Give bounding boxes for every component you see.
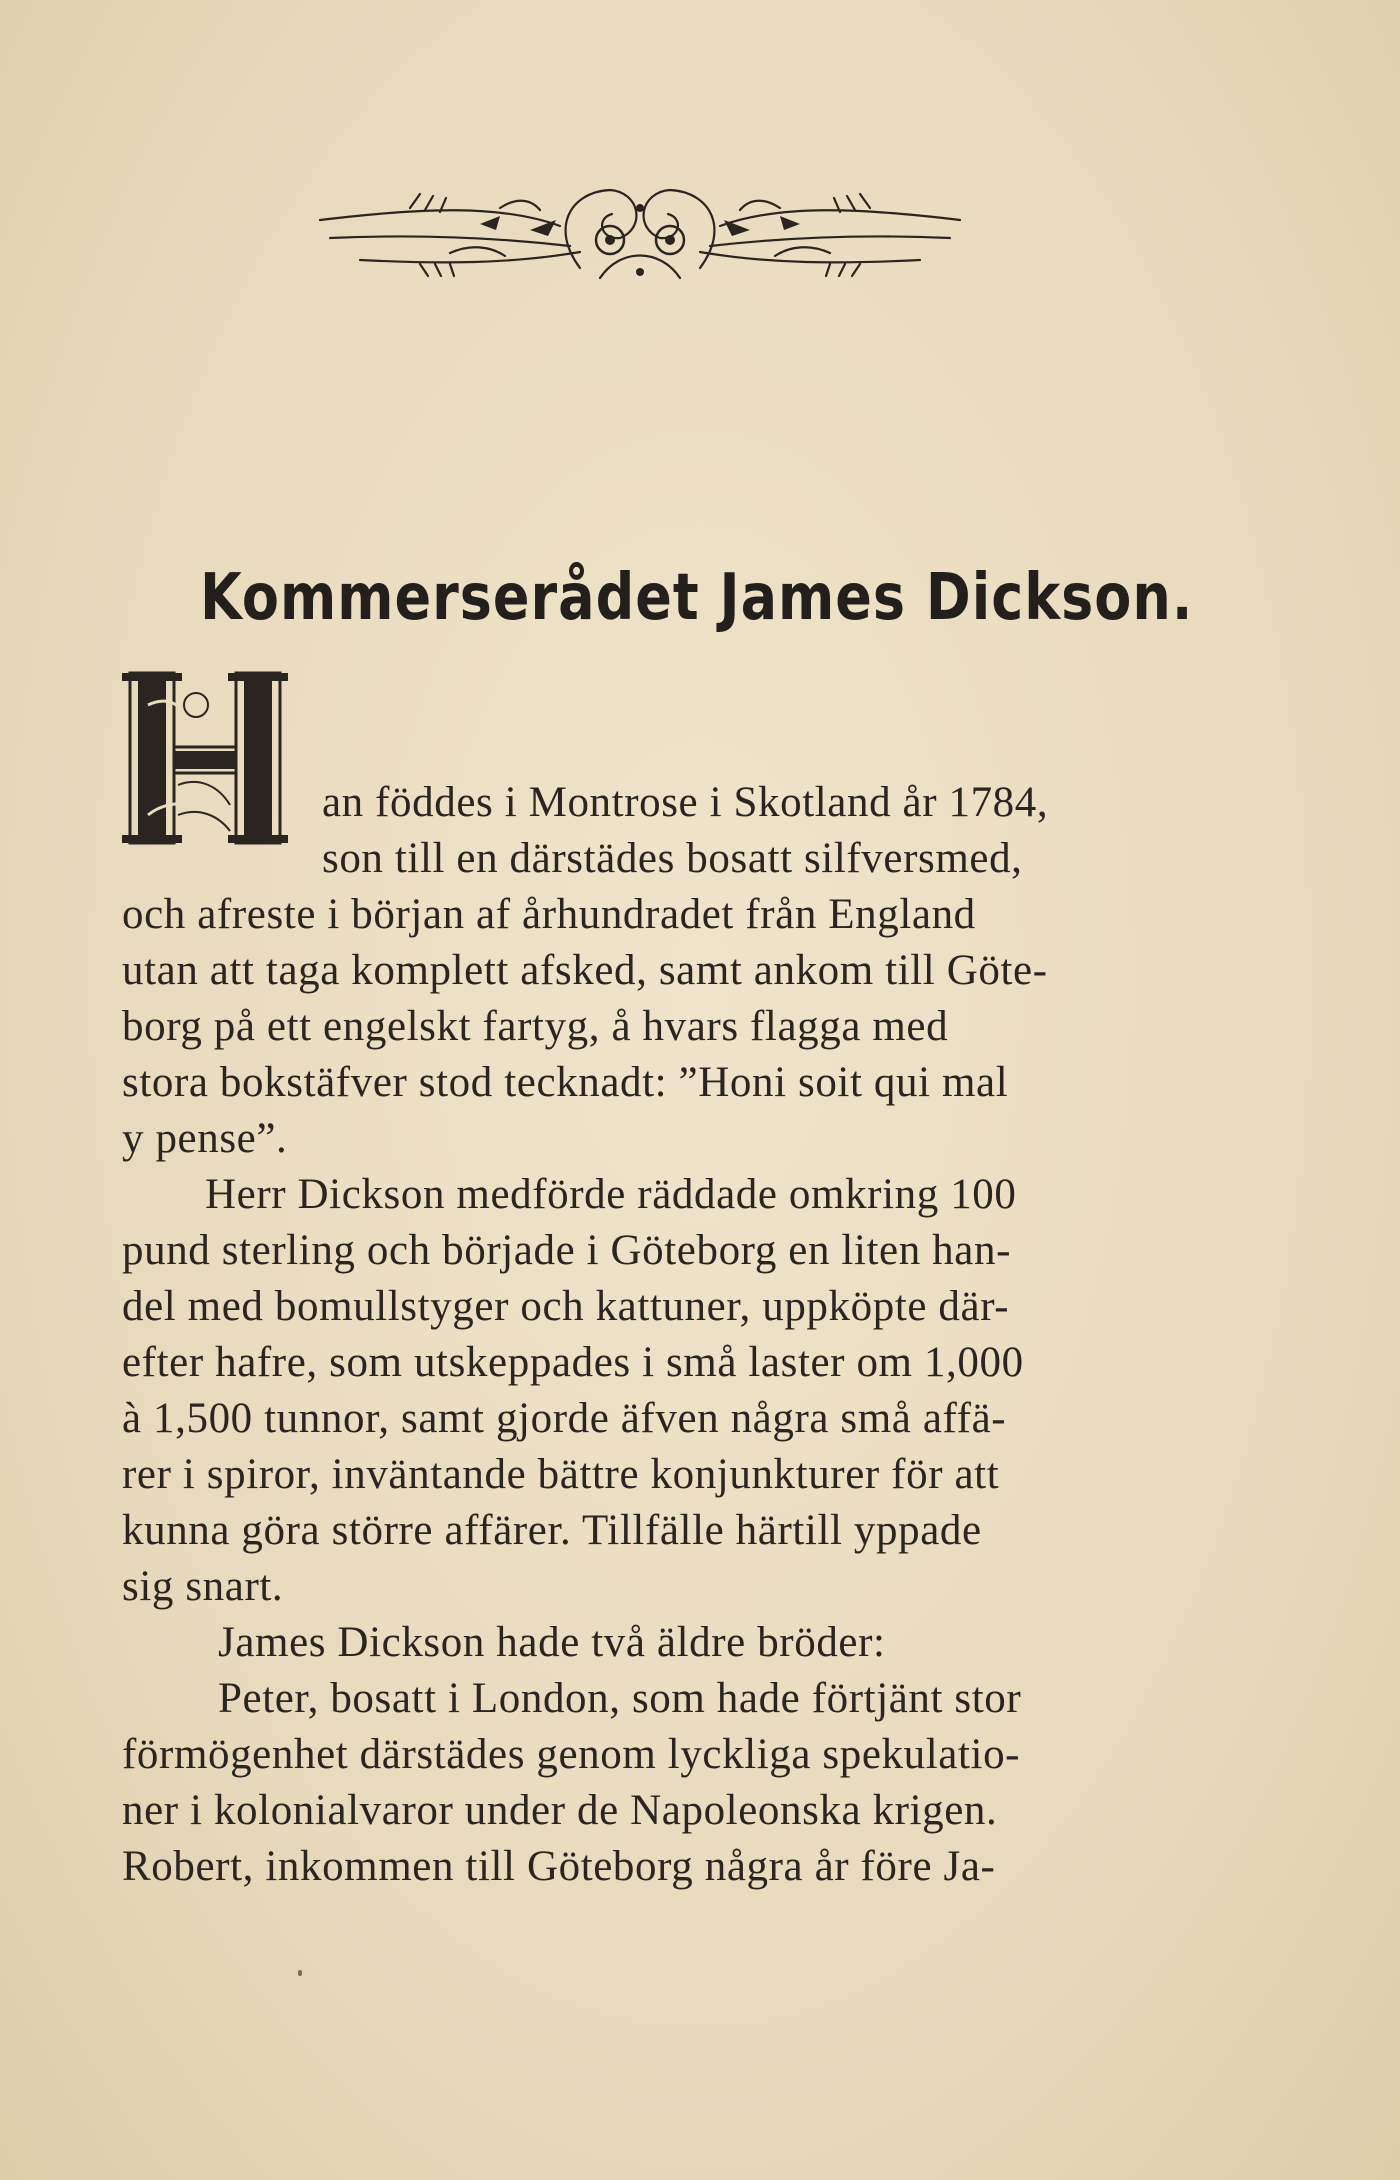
text-line: stora bokstäfver stod tecknadt: ”Honi soit qui mal [122, 1059, 1009, 1106]
text-line: Robert, inkommen till Göteborg några år före Ja- [122, 1843, 996, 1890]
floral-ornament-icon [300, 168, 980, 298]
text-line: pund sterling och började i Göteborg en liten han- [122, 1227, 1011, 1274]
text-line: del med bomullstyger och kattuner, uppköpte där- [122, 1283, 1010, 1330]
chapter-title: Kommerserådet James Dickson. [200, 560, 1194, 635]
text-line: rer i spiror, inväntande bättre konjunkturer för att [122, 1451, 1000, 1498]
text-line: kunna göra större affärer. Tillfälle härtill yppade [122, 1507, 982, 1554]
text-line: efter hafre, som utskeppades i små laster om 1,000 [122, 1339, 1024, 1386]
text-line: y pense”. [122, 1115, 288, 1162]
text-line: och afreste i början af århundradet från England [122, 891, 976, 938]
text-line: utan att taga komplett afsked, samt ankom till Göte- [122, 947, 1048, 994]
text-line: James Dickson hade två äldre bröder: [218, 1619, 886, 1666]
text-line: borg på ett engelskt fartyg, å hvars flagga med [122, 1003, 949, 1050]
text-line: sig snart. [122, 1563, 284, 1610]
text-line: förmögenhet därstädes genom lyckliga spekulatio- [122, 1731, 1021, 1778]
text-line: à 1,500 tunnor, samt gjorde äfven några små affä- [122, 1395, 1007, 1442]
text-line: Herr Dickson medförde räddade omkring 100 [205, 1171, 1017, 1218]
text-line: ner i kolonialvaror under de Napoleonska krigen. [122, 1787, 998, 1834]
text-line: Peter, bosatt i London, som hade förtjänt stor [218, 1675, 1022, 1722]
decorative-initial-icon [118, 665, 293, 855]
text-line: son till en därstädes bosatt silfversmed, [322, 835, 1023, 882]
ink-speck [298, 1970, 302, 1976]
text-line: an föddes i Montrose i Skotland år 1784, [322, 779, 1049, 826]
drop-cap [118, 665, 293, 855]
